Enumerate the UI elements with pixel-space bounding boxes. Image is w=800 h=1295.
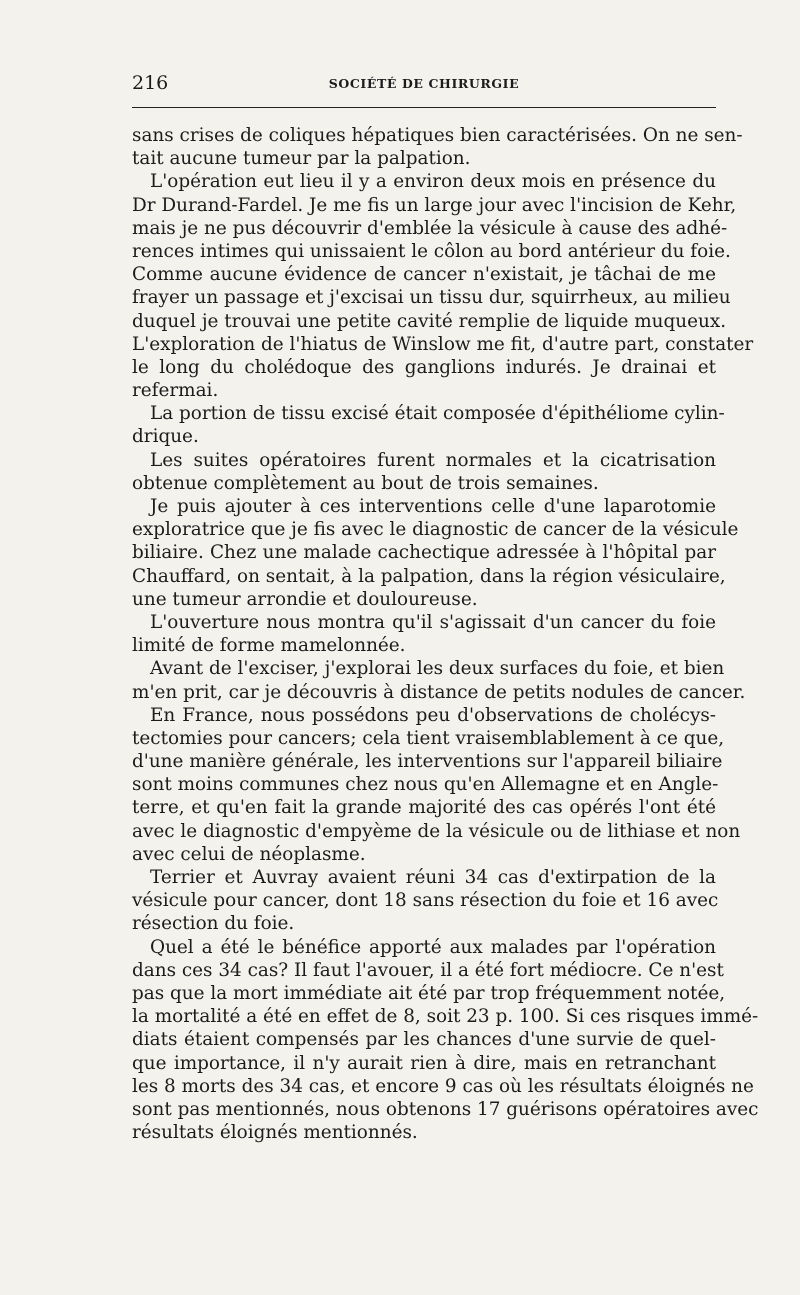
text-line: terre, et qu'en fait la grande majorité des cas opérés l'ont été [132, 797, 716, 819]
text-line: avec celui de néoplasme. [132, 843, 366, 865]
text-line: L'exploration de l'hiatus de Winslow me fit, d'autre part, constater [132, 333, 754, 355]
text-line: Dr Durand-Fardel. Je me fis un large jour avec l'incision de Kehr, [132, 194, 737, 216]
page-header [132, 72, 716, 102]
text-line: la mortalité a été en effet de 8, soit 23 p. 100. Si ces risques immé- [132, 1006, 759, 1028]
text-line: le long du cholédoque des ganglions indurés. Je drainai et [132, 356, 716, 378]
text-line: Quel a été le bénéfice apporté aux malades par l'opération [150, 936, 716, 958]
text-line: les 8 morts des 34 cas, et encore 9 cas où les résultats éloignés ne [132, 1075, 754, 1097]
text-line: biliaire. Chez une malade cachectique adressée à l'hôpital par [132, 542, 716, 564]
text-line: exploratrice que je fis avec le diagnostic de cancer de la vésicule [132, 519, 739, 541]
text-line: sont moins communes chez nous qu'en Allemagne et en Angle- [132, 774, 719, 796]
text-line: Avant de l'exciser, j'explorai les deux surfaces du foie, et bien [150, 658, 725, 680]
text-line: avec le diagnostic d'empyème de la vésicule ou de lithiase et non [132, 820, 741, 842]
header-rule [132, 107, 716, 108]
text-line: limité de forme mamelonnée. [132, 635, 406, 657]
text-line: drique. [132, 426, 199, 448]
text-line: En France, nous possédons peu d'observations de cholécys- [150, 704, 716, 726]
text-line: m'en prit, car je découvris à distance de petits nodules de cancer. [132, 681, 746, 703]
text-line: résultats éloignés mentionnés. [132, 1122, 418, 1144]
text-line: vésicule pour cancer, dont 18 sans résection du foie et 16 avec [132, 890, 719, 912]
text-line: pas que la mort immédiate ait été par trop fréquemment notée, [132, 982, 726, 1004]
page-number: 216 [132, 72, 169, 94]
body-text [132, 124, 759, 1144]
text-line: tait aucune tumeur par la palpation. [132, 148, 471, 170]
text-line: Comme aucune évidence de cancer n'existait, je tâchai de me [132, 264, 716, 286]
text-line: que importance, il n'y aurait rien à dire, mais en retranchant [132, 1052, 716, 1074]
text-line: duquel je trouvai une petite cavité remplie de liquide muqueux. [132, 310, 727, 332]
text-line: refermai. [132, 380, 219, 402]
text-line: frayer un passage et j'excisai un tissu dur, squirrheux, au milieu [132, 287, 731, 309]
text-line: sans crises de coliques hépatiques bien caractérisées. On ne sen- [132, 125, 743, 146]
text-line: Je puis ajouter à ces interventions celle d'une laparotomie [150, 496, 716, 517]
text-line: tectomies pour cancers; cela tient vraisemblablement à ce que, [132, 727, 725, 749]
text-line: L'ouverture nous montra qu'il s'agissait d'un cancer du foie [150, 611, 716, 633]
text-line: rences intimes qui unissaient le côlon au bord antérieur du foie. [132, 240, 731, 262]
text-line: d'une manière générale, les interventions sur l'appareil biliaire [132, 751, 723, 773]
text-line: dans ces 34 cas? Il faut l'avouer, il a été fort médiocre. Ce n'est [132, 959, 724, 981]
text-line: Chauffard, on sentait, à la palpation, dans la région vésiculaire, [132, 565, 726, 587]
text-line: résection du foie. [132, 913, 295, 935]
text-line: L'opération eut lieu il y a environ deux mois en présence du [150, 171, 716, 193]
text-line: une tumeur arrondie et douloureuse. [132, 588, 478, 610]
text-line: diats étaient compensés par les chances d'une survie de quel- [132, 1029, 716, 1051]
text-line: mais je ne pus découvrir d'emblée la vésicule à cause des adhé- [132, 217, 728, 239]
text-line: Terrier et Auvray avaient réuni 34 cas d'extirpation de la [150, 867, 716, 888]
running-head: SOCIÉTÉ DE CHIRURGIE [328, 76, 520, 91]
text-line: La portion de tissu excisé était composée d'épithéliome cylin- [150, 403, 725, 425]
text-line: obtenue complètement au bout de trois semaines. [132, 472, 599, 494]
text-line: sont pas mentionnés, nous obtenons 17 guérisons opératoires avec [132, 1098, 759, 1120]
text-line: Les suites opératoires furent normales et la cicatrisation [150, 449, 716, 471]
